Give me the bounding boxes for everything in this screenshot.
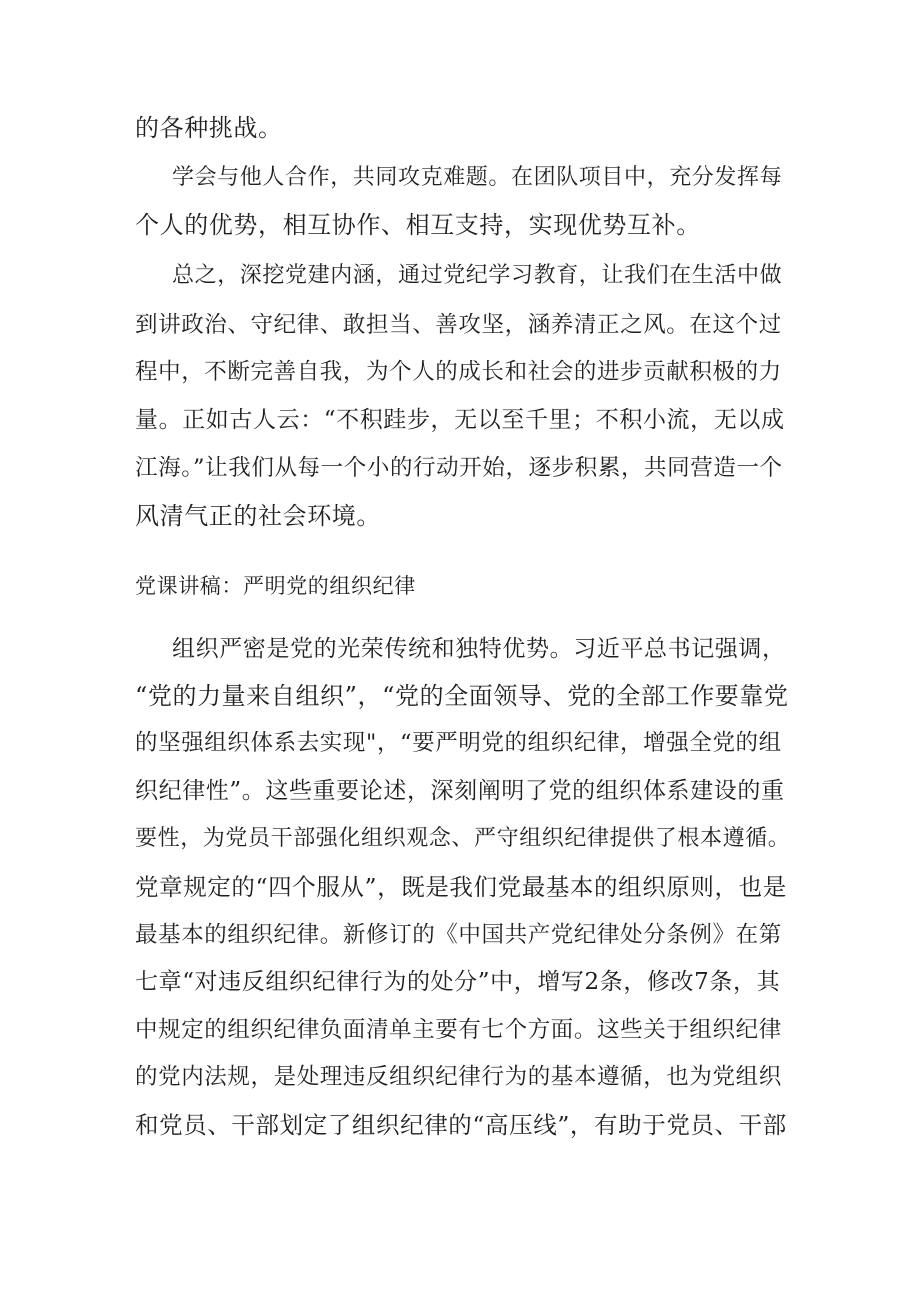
paragraph-line: 量。正如古人云：“不积跬步，无以至千里；不积小流，无以成 xyxy=(135,407,785,433)
paragraph-line: 程中，不断完善自我，为个人的成长和社会的进步贡献积极的力 xyxy=(135,359,782,385)
paragraph-line: 总之，深挖党建内涵，通过党纪学习教育，让我们在生活中做 xyxy=(172,263,783,288)
paragraph-line: 到讲政治、守纪律、敢担当、善攻坚，涵养清正之风。在这个过 xyxy=(135,312,782,338)
paragraph-line: 的党内法规，是处理违反组织纪律行为的基本遵循，也为党组织 xyxy=(135,1064,782,1090)
paragraph-line: “党的力量来自组织”，“党的全面领导、党的全部工作要靠党 xyxy=(135,682,789,710)
section-heading: 党课讲稿：严明党的组织纪律 xyxy=(135,574,416,598)
paragraph-line: 党章规定的“四个服从”，既是我们党最基本的组织原则，也是 xyxy=(135,873,787,901)
paragraph-line: 学会与他人合作，共同攻克难题。在团队项目中，充分发挥每 xyxy=(172,165,783,190)
paragraph-line: 七章“对违反组织纪律行为的处分”中，增写2条，修改7条，其 xyxy=(135,969,781,995)
paragraph-line: 和党员、干部划定了组织纪律的“高压线”，有助于党员、干部 xyxy=(135,1111,787,1139)
paragraph-line: 的坚强组织体系去实现"，“要严明党的组织纪律，增强全党的组 xyxy=(135,730,782,756)
paragraph-line: 中规定的组织纪律负面清单主要有七个方面。这些关于组织纪律 xyxy=(135,1017,782,1043)
paragraph-line: 要性，为党员干部强化组织观念、严守组织纪律提供了根本遵循。 xyxy=(135,826,791,851)
paragraph-line: 最基本的组织纪律。新修订的《中国共产党纪律处分条例》在第 xyxy=(135,922,782,948)
paragraph-line: 组织严密是党的光荣传统和独特优势。习近平总书记强调， xyxy=(172,636,786,662)
paragraph-line: 个人的优势，相互协作、相互支持，实现优势互补。 xyxy=(135,211,701,239)
paragraph-line: 的各种挑战。 xyxy=(135,114,283,142)
paragraph-line: 风清气正的社会环境。 xyxy=(135,502,381,530)
paragraph-line: 江海。”让我们从每一个小的行动开始，逐步积累，共同营造一个 xyxy=(135,455,783,481)
paragraph-line: 织纪律性”。这些重要论述，深刻阐明了党的组织体系建设的重 xyxy=(135,778,785,804)
